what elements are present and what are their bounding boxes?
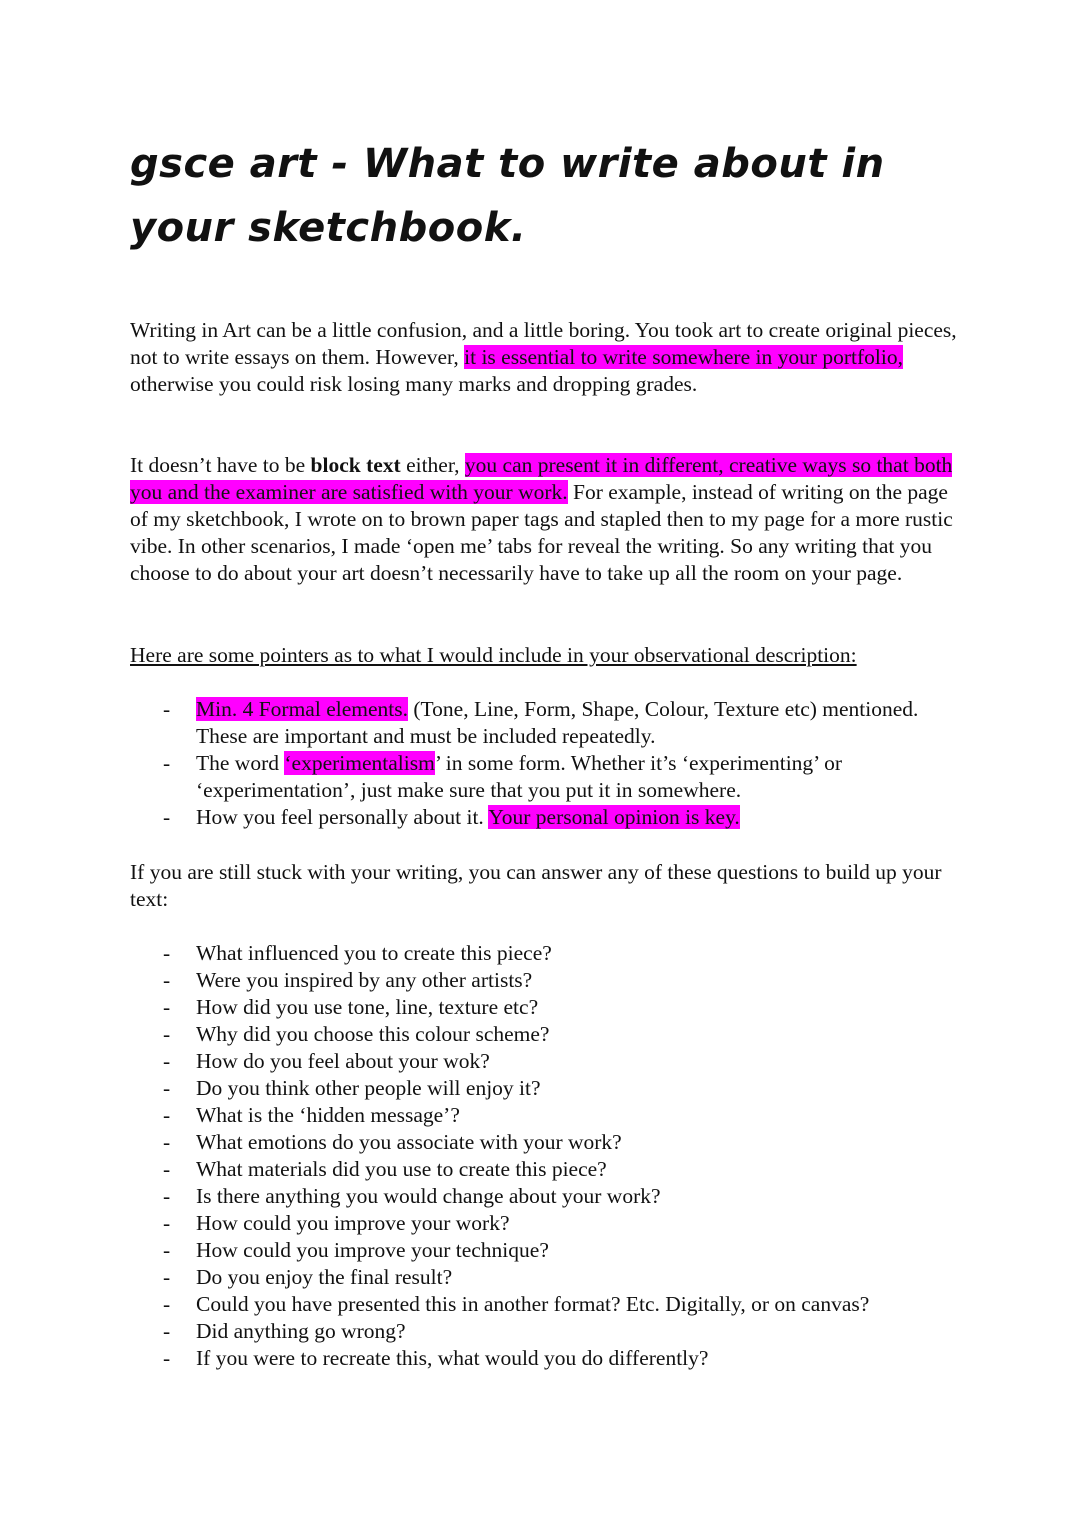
list-item <box>130 1264 960 1291</box>
bullet-dash: - <box>163 1346 171 1370</box>
list-item <box>130 1129 960 1156</box>
list-item <box>130 750 960 804</box>
question-text: How could you improve your work? <box>196 1211 510 1235</box>
bullet-dash: - <box>163 751 171 775</box>
list-item <box>130 1021 960 1048</box>
question-text: What is the ‘hidden message’? <box>196 1103 460 1127</box>
list-item <box>130 1075 960 1102</box>
question-text: If you were to recreate this, what would you do differently? <box>196 1346 709 1370</box>
list-item <box>130 1345 960 1372</box>
bullet-dash: - <box>163 697 171 721</box>
list-item <box>130 1102 960 1129</box>
list-item <box>130 940 960 967</box>
bullet-dash: - <box>163 1130 171 1154</box>
question-text: Do you think other people will enjoy it? <box>196 1076 541 1100</box>
list-item <box>130 1183 960 1210</box>
highlight-creative-ways: you can present it in different, creative ways so that both you and the examiner are satisfied with your work. <box>130 453 953 504</box>
bullet-dash: - <box>163 968 171 992</box>
bullet-dash: - <box>163 1211 171 1235</box>
question-text: Did anything go wrong? <box>196 1319 406 1343</box>
list-item <box>130 1156 960 1183</box>
intro-text-end: otherwise you could risk losing many marks and dropping grades. <box>130 372 698 396</box>
highlight-experimentalism: ‘experimentalism <box>284 751 435 775</box>
highlight-formal-elements: Min. 4 Formal elements. <box>196 697 408 721</box>
pointers-list <box>130 696 960 831</box>
intro-paragraph <box>130 317 960 398</box>
question-text: Is there anything you would change about your work? <box>196 1184 661 1208</box>
list-item <box>130 967 960 994</box>
question-text: How could you improve your technique? <box>196 1238 549 1262</box>
presentation-text-end: For example, instead of writing on the page of my sketchbook, I wrote on to brown paper tags and stapled then to my page for a more rustic vibe. In other scenarios, I made ‘open me’ tabs for reveal the writing. So any writing that you choose to do about your art doesn’t necessarily have to take up all the room on your page. <box>130 480 953 585</box>
bullet-dash: - <box>163 1076 171 1100</box>
list-item <box>130 1237 960 1264</box>
bullet-dash: - <box>163 1184 171 1208</box>
bullet-dash: - <box>163 1265 171 1289</box>
highlight-essential-to-write: it is essential to write somewhere in your portfolio, <box>464 345 903 369</box>
bold-block-text: block text <box>310 453 401 477</box>
bullet-dash: - <box>163 1049 171 1073</box>
question-text: What emotions do you associate with your work? <box>196 1130 622 1154</box>
pointer-prefix: The word <box>196 751 285 775</box>
bullet-dash: - <box>163 805 171 829</box>
question-text: What materials did you use to create this piece? <box>196 1157 607 1181</box>
presentation-paragraph <box>130 452 960 587</box>
question-text: How do you feel about your wok? <box>196 1049 490 1073</box>
question-text: What influenced you to create this piece? <box>196 941 552 965</box>
page-title: gsce art - What to write about in your sketchbook. <box>130 141 885 251</box>
list-item <box>130 994 960 1021</box>
bullet-dash: - <box>163 941 171 965</box>
list-item <box>130 804 960 831</box>
questions-intro: If you are still stuck with your writing, you can answer any of these questions to build up your text: <box>130 860 942 911</box>
questions-list <box>130 940 960 1372</box>
pointer-text: (Tone, Line, Form, Shape, Colour, Texture etc) mentioned. These are important and must be included repeatedly. <box>196 697 919 748</box>
presentation-text-start: It doesn’t have to be <box>130 453 311 477</box>
list-item <box>130 1291 960 1318</box>
question-text: Were you inspired by any other artists? <box>196 968 533 992</box>
pointers-heading: Here are some pointers as to what I would include in your observational description: <box>130 643 857 667</box>
question-text: Could you have presented this in another format? Etc. Digitally, or on canvas? <box>196 1292 870 1316</box>
bullet-dash: - <box>163 1103 171 1127</box>
bullet-dash: - <box>163 1238 171 1262</box>
question-text: Why did you choose this colour scheme? <box>196 1022 550 1046</box>
question-text: How did you use tone, line, texture etc? <box>196 995 539 1019</box>
question-text: Do you enjoy the final result? <box>196 1265 453 1289</box>
bullet-dash: - <box>163 1157 171 1181</box>
bullet-dash: - <box>163 1292 171 1316</box>
highlight-personal-opinion: Your personal opinion is key. <box>488 805 740 829</box>
list-item <box>130 696 960 750</box>
presentation-text-mid: either, <box>400 453 465 477</box>
bullet-dash: - <box>163 995 171 1019</box>
intro-text-start: Writing in Art can be a little confusion, and a little boring. You took art to create original pieces, not to write essays on them. However, <box>130 318 957 369</box>
bullet-dash: - <box>163 1022 171 1046</box>
pointer-text: ’ in some form. Whether it’s ‘experimenting’ or ‘experimentation’, just make sure that you put it in somewhere. <box>196 751 843 802</box>
bullet-dash: - <box>163 1319 171 1343</box>
pointer-prefix: How you feel personally about it. <box>196 805 489 829</box>
list-item <box>130 1318 960 1345</box>
list-item <box>130 1210 960 1237</box>
list-item <box>130 1048 960 1075</box>
